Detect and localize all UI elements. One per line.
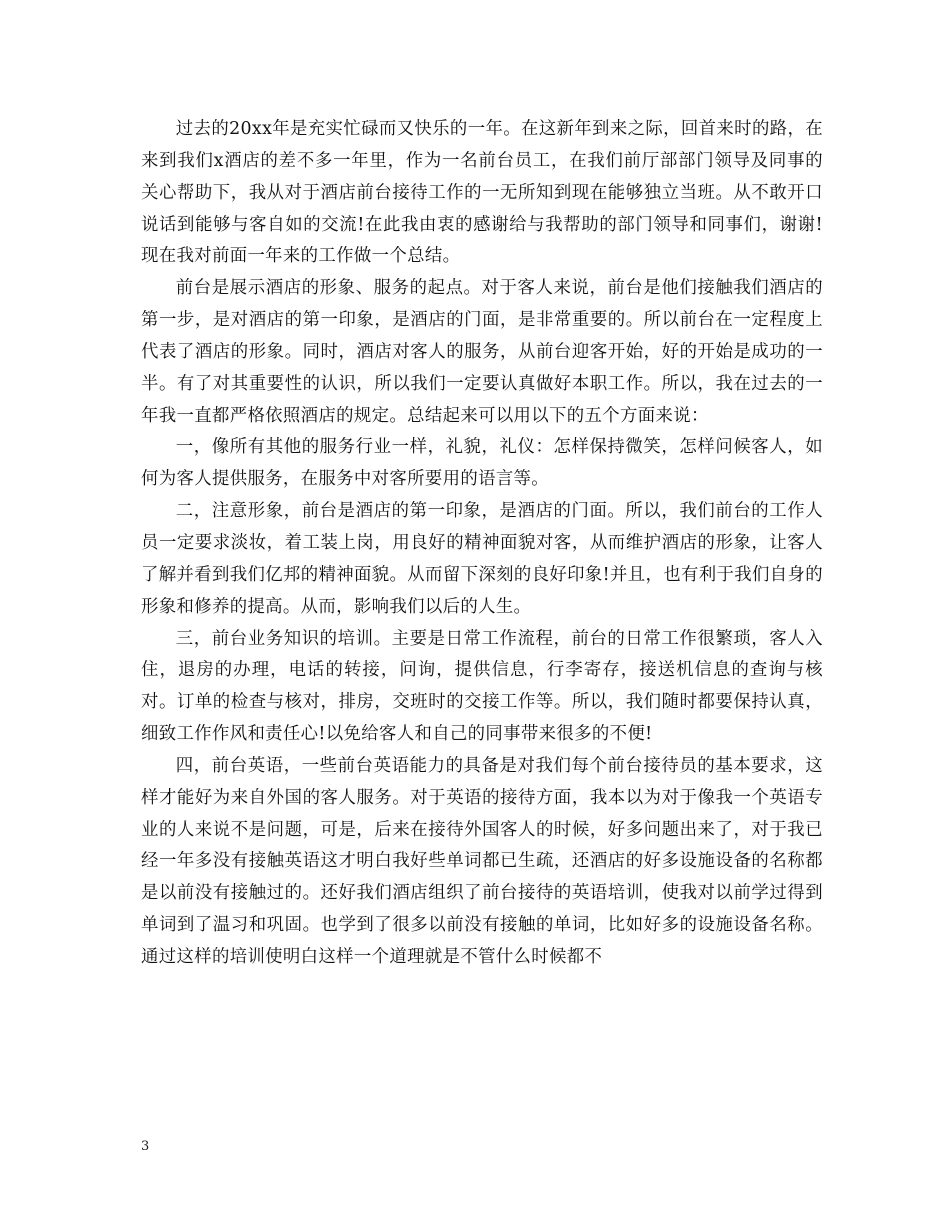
- paragraph-point-three: 三，前台业务知识的培训。主要是日常工作流程，前台的日常工作很繁琐，客人入住，退房的办理，电话的转接，问询，提供信息，行李寄存，接送机信息的查询与核对。订单的检查与核对，排房，交班时的交接工作等。所以，我们随时都要保持认真，细致工作作风和责任心!以免给客人和自己的同事带来很多的不便!: [141, 628, 823, 745]
- document-body: [141, 114, 823, 974]
- paragraph-point-four: 四，前台英语，一些前台英语能力的具备是对我们每个前台接待员的基本要求，这样才能好为来自外国的客人服务。对于英语的接待方面，我本以为对于像我一个英语专业的人来说不是问题，可是，后来在接待外国客人的时候，好多问题出来了，对于我已经一年多没有接触英语这才明白我好些单词都已生疏，还酒店的好多设施设备的名称都是以前没有接触过的。还好我们酒店组织了前台接待的英语培训，使我对以前学过得到单词到了温习和巩固。也学到了很多以前没有接触的单词，比如好多的设施设备名称。通过这样的培训使明白这样一个道理就是不管什么时候都不: [141, 755, 823, 967]
- paragraph-point-two: 二，注意形象，前台是酒店的第一印象，是酒店的门面。所以，我们前台的工作人员一定要求淡妆，着工装上岗，用良好的精神面貌对客，从而维护酒店的形象，让客人了解并看到我们亿邦的精神面貌。从而留下深刻的良好印象!并且，也有利于我们自身的形象和修养的提高。从而，影响我们以后的人生。: [141, 501, 823, 617]
- paragraph-intro: 过去的20xx年是充实忙碌而又快乐的一年。在这新年到来之际，回首来时的路，在来到我们x酒店的差不多一年里，作为一名前台员工，在我们前厅部部门领导及同事的关心帮助下，我从对于酒店前台接待工作的一无所知到现在能够独立当班。从不敢开口说话到能够与客自如的交流!在此我由衷的感谢给与我帮助的部门领导和同事们，谢谢!现在我对前面一年来的工作做一个总结。: [141, 119, 823, 267]
- paragraph-point-one: 一，像所有其他的服务行业一样，礼貌，礼仪：怎样保持微笑，怎样问候客人，如何为客人提供服务，在服务中对客所要用的语言等。: [141, 437, 823, 490]
- page-number: 3: [141, 1139, 150, 1154]
- paragraph-front-desk-role: 前台是展示酒店的形象、服务的起点。对于客人来说，前台是他们接触我们酒店的第一步，是对酒店的第一印象，是酒店的门面，是非常重要的。所以前台在一定程度上代表了酒店的形象。同时，酒店对客人的服务，从前台迎客开始，好的开始是成功的一半。有了对其重要性的认识，所以我们一定要认真做好本职工作。所以，我在过去的一年我一直都严格依照酒店的规定。总结起来可以用以下的五个方面来说：: [141, 278, 823, 426]
